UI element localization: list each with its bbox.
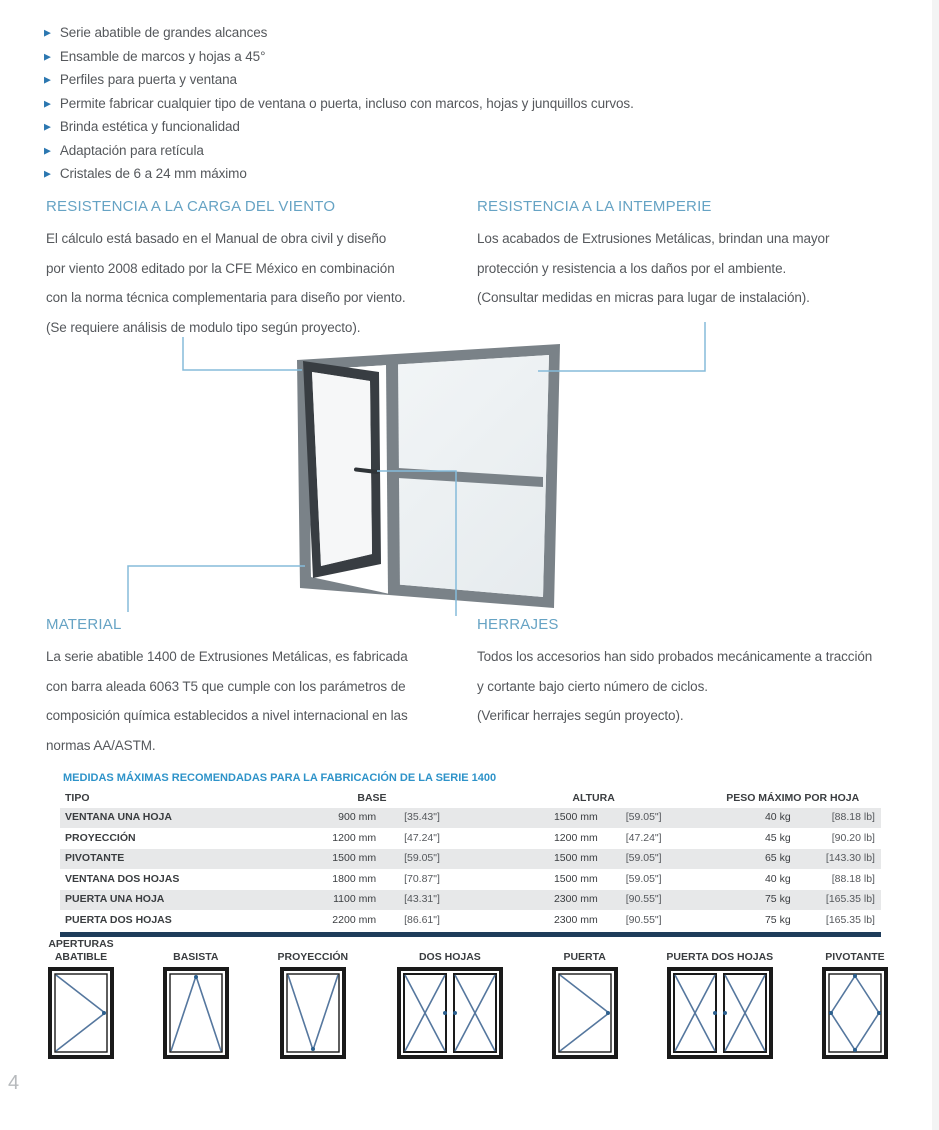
table-bottom-bar xyxy=(60,932,881,937)
aperture-label: BASISTA xyxy=(173,951,219,963)
bullet-arrow-icon: ▶ xyxy=(44,98,51,109)
list-item xyxy=(44,92,904,116)
table-cell: 1500 mm xyxy=(483,808,598,829)
paragraph-line: y cortante bajo cierto número de ciclos. xyxy=(477,678,708,694)
table-cell: 1200 mm xyxy=(261,829,376,850)
table-cell: [88.18 lb] xyxy=(791,808,881,829)
page-number: 4 xyxy=(8,1072,20,1094)
measurements-table xyxy=(60,772,881,937)
table-cell: [47.24"] xyxy=(598,829,705,850)
section-title: RESISTENCIA A LA CARGA DEL VIENTO xyxy=(46,198,336,215)
table-cell: 2200 mm xyxy=(261,911,376,932)
aperture-item-proyeccion xyxy=(278,951,349,1059)
feature-text: Permite fabricar cualquier tipo de ventana o puerta, incluso con marcos, hojas y junquillos curvos. xyxy=(59,95,634,111)
feature-text: Adaptación para retícula xyxy=(59,142,204,158)
callout-line-material xyxy=(128,566,305,612)
bullet-arrow-icon: ▶ xyxy=(44,74,51,85)
aperture-label: DOS HOJAS xyxy=(418,951,481,963)
bullet-arrow-icon: ▶ xyxy=(44,121,51,132)
bullet-arrow-icon: ▶ xyxy=(44,168,51,179)
paragraph-line: (Verificar herrajes según proyecto). xyxy=(477,708,684,723)
pivotante-window-icon xyxy=(822,967,888,1059)
abatible-window-icon xyxy=(48,967,114,1059)
table-cell: [90.20 lb] xyxy=(791,829,881,850)
column-header-tipo: TIPO xyxy=(65,792,90,804)
aperture-item-abatible xyxy=(48,938,114,1059)
table-cell: [43.31"] xyxy=(376,890,483,911)
table-cell: 1800 mm xyxy=(261,870,376,891)
table-cell: [59.05"] xyxy=(376,849,483,870)
callout-line-intemperie xyxy=(538,322,705,371)
basista-window-icon xyxy=(163,967,229,1059)
aperture-item-puerta xyxy=(552,951,618,1059)
table-cell-tipo: PROYECCIÓN xyxy=(60,829,261,850)
proyeccion-window-icon xyxy=(280,967,346,1059)
table-cell: [86.61"] xyxy=(376,911,483,932)
apertures-section-label: APERTURAS xyxy=(48,938,114,950)
feature-list xyxy=(44,21,904,186)
table-cell: 2300 mm xyxy=(483,911,598,932)
table-cell: 900 mm xyxy=(261,808,376,829)
paragraph-line: protección y resistencia a los daños por el ambiente. xyxy=(477,260,787,276)
table-cell-tipo: VENTANA UNA HOJA xyxy=(60,808,261,829)
aperture-label: PUERTA xyxy=(563,951,606,963)
table-cell: [59.05"] xyxy=(598,808,705,829)
aperture-label: PROYECCIÓN xyxy=(277,951,349,963)
table-cell: 1500 mm xyxy=(483,849,598,870)
section-material xyxy=(46,616,476,760)
table-cell-tipo: PUERTA DOS HOJAS xyxy=(60,911,261,932)
section-resistencia-intemperie xyxy=(477,198,907,313)
paragraph-line: (Consultar medidas en micras para lugar de instalación). xyxy=(477,290,810,305)
paragraph-line: con la norma técnica complementaria para diseño por viento. xyxy=(46,290,406,305)
aperture-label: ABATIBLE xyxy=(54,951,108,963)
paragraph-line: El cálculo está basado en el Manual de obra civil y diseño xyxy=(46,231,387,246)
list-item xyxy=(44,45,904,69)
paragraph-line: por viento 2008 editado por la CFE México en combinación xyxy=(46,260,395,276)
table-cell: 75 kg xyxy=(704,911,790,932)
column-header-altura: ALTURA xyxy=(572,792,615,804)
table-cell: [165.35 lb] xyxy=(791,890,881,911)
table-cell: 65 kg xyxy=(704,849,790,870)
paragraph-line: Los acabados de Extrusiones Metálicas, brindan una mayor xyxy=(477,231,830,246)
table-cell-tipo: PIVOTANTE xyxy=(60,849,261,870)
window-handle xyxy=(356,470,377,473)
table-cell: [90.55"] xyxy=(598,911,705,932)
paragraph-line: con barra aleada 6063 T5 que cumple con los parámetros de xyxy=(46,678,406,694)
bullet-arrow-icon: ▶ xyxy=(44,145,51,156)
aperture-item-puerta-dos-hojas xyxy=(666,951,773,1059)
table-body xyxy=(60,808,881,931)
list-item xyxy=(44,115,904,139)
table-cell-tipo: VENTANA DOS HOJAS xyxy=(60,870,261,891)
section-title: MATERIAL xyxy=(46,616,122,633)
table-cell: [59.05"] xyxy=(598,870,705,891)
paragraph-line: La serie abatible 1400 de Extrusiones Metálicas, es fabricada xyxy=(46,649,408,664)
table-cell: [59.05"] xyxy=(598,849,705,870)
aperture-item-dos-hojas xyxy=(397,951,503,1059)
table-cell: 40 kg xyxy=(704,870,790,891)
aperture-label: PUERTA DOS HOJAS xyxy=(666,951,774,963)
table-cell: 1500 mm xyxy=(261,849,376,870)
bullet-arrow-icon: ▶ xyxy=(44,51,51,62)
table-title: MEDIDAS MÁXIMAS RECOMENDADAS PARA LA FABRICACIÓN DE LA SERIE 1400 xyxy=(63,772,497,784)
table-cell: [35.43"] xyxy=(376,808,483,829)
table-cell: [165.35 lb] xyxy=(791,911,881,932)
feature-text: Brinda estética y funcionalidad xyxy=(59,119,240,135)
paragraph-line: normas AA/ASTM. xyxy=(46,737,156,753)
feature-text: Cristales de 6 a 24 mm máximo xyxy=(59,166,247,182)
table-cell: 1200 mm xyxy=(483,829,598,850)
feature-text: Ensamble de marcos y hojas a 45° xyxy=(59,48,266,64)
table-cell: 1100 mm xyxy=(261,890,376,911)
list-item xyxy=(44,68,904,92)
table-cell: 1500 mm xyxy=(483,870,598,891)
table-cell: 45 kg xyxy=(704,829,790,850)
table-cell: 40 kg xyxy=(704,808,790,829)
table-cell: [88.18 lb] xyxy=(791,870,881,891)
aperture-item-basista xyxy=(163,951,229,1059)
table-cell: 75 kg xyxy=(704,890,790,911)
feature-text: Serie abatible de grandes alcances xyxy=(59,25,268,41)
puerta-window-icon xyxy=(552,967,618,1059)
window-illustration xyxy=(0,315,939,645)
dos-hojas-window-icon xyxy=(397,967,503,1059)
table-cell: [90.55"] xyxy=(598,890,705,911)
puerta-dos-hojas-window-icon xyxy=(667,967,773,1059)
feature-text: Perfiles para puerta y ventana xyxy=(59,72,237,88)
window-mullion xyxy=(386,363,400,595)
callout-line-viento xyxy=(183,337,302,370)
aperture-item-pivotante xyxy=(822,951,888,1059)
bullet-arrow-icon: ▶ xyxy=(44,27,51,38)
column-header-base: BASE xyxy=(357,792,387,804)
section-title: RESISTENCIA A LA INTEMPERIE xyxy=(477,198,712,215)
table-cell: 2300 mm xyxy=(483,890,598,911)
table-cell: [47.24"] xyxy=(376,829,483,850)
table-header-row xyxy=(60,789,881,808)
section-title: HERRAJES xyxy=(477,616,559,633)
aperture-types-row xyxy=(48,938,888,1059)
table-cell-tipo: PUERTA UNA HOJA xyxy=(60,890,261,911)
list-item xyxy=(44,162,904,186)
paragraph-line: Todos los accesorios han sido probados mecánicamente a tracción xyxy=(477,649,873,664)
list-item xyxy=(44,21,904,45)
section-herrajes xyxy=(477,616,907,731)
table-cell: [143.30 lb] xyxy=(791,849,881,870)
paragraph-line: composición química establecidos a nivel internacional en las xyxy=(46,708,408,723)
aperture-label: PIVOTANTE xyxy=(825,951,885,963)
list-item xyxy=(44,139,904,163)
table-cell: [70.87"] xyxy=(376,870,483,891)
column-header-peso: PESO MÁXIMO POR HOJA xyxy=(726,792,860,804)
paragraph-line: (Se requiere análisis de modulo tipo según proyecto). xyxy=(46,319,361,335)
